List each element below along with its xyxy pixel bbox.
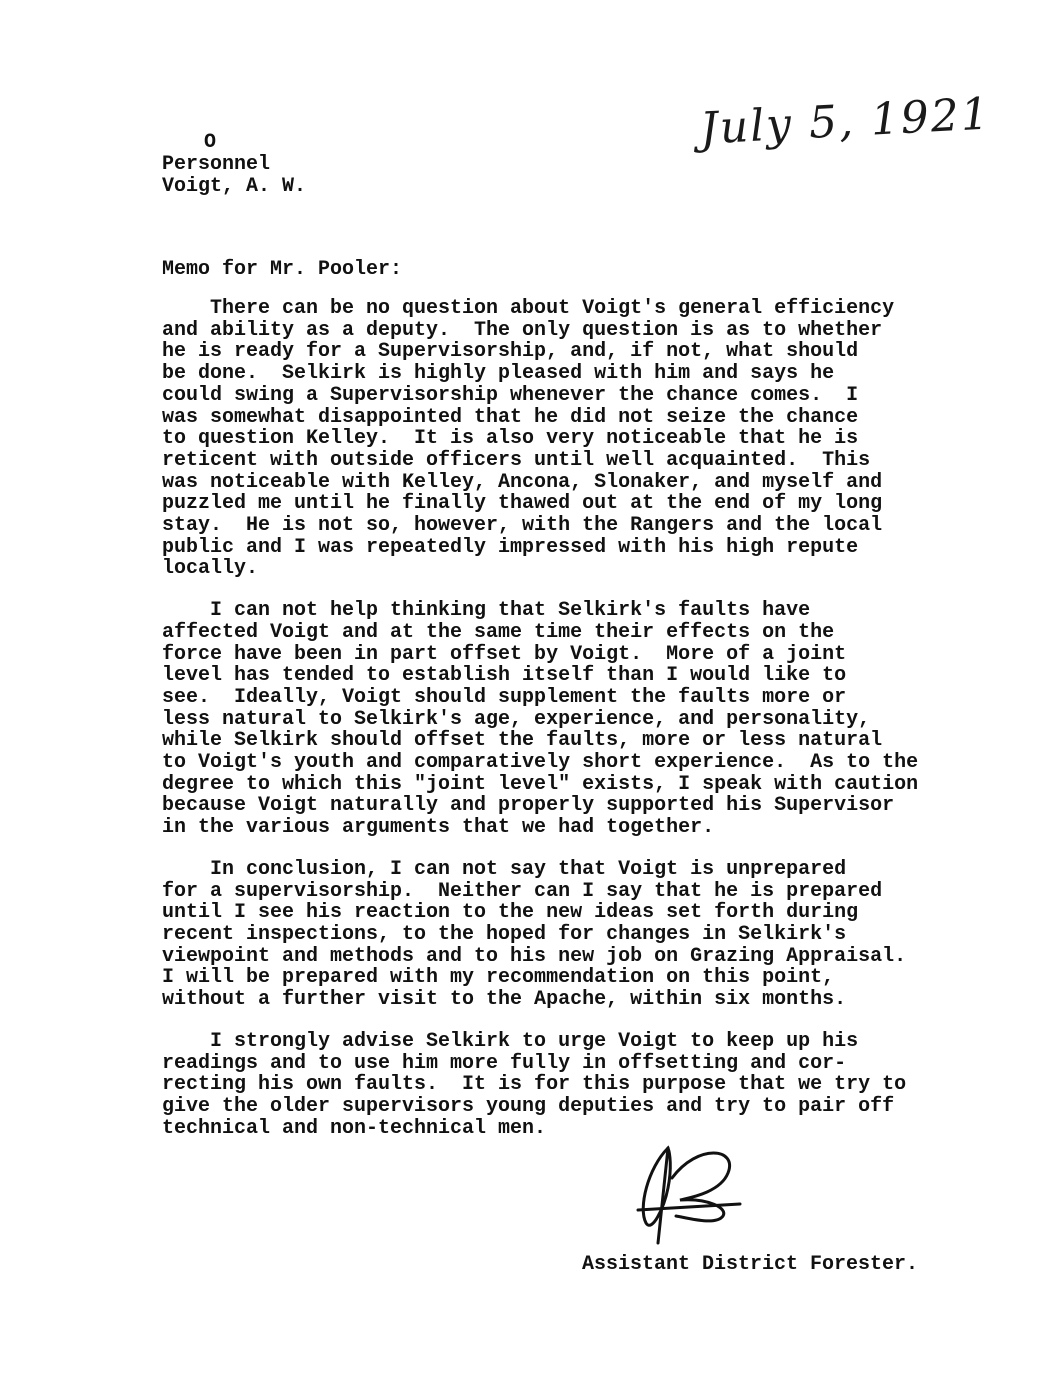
file-mark: O — [204, 131, 217, 154]
memo-salutation: Memo for Mr. Pooler: — [162, 258, 403, 281]
file-category: Personnel — [162, 153, 271, 176]
signature-title: Assistant District Forester. — [582, 1253, 919, 1276]
memo-paragraph-1: There can be no question about Voigt's general efficiency and ability as a deputy. The only question is as to whether he is ready for a Supervisorship, and, if not, what should be done. Selkirk is highly pleased with him and says he could swing a Supervisorship whenever the chance comes. I was somewhat disappointed that he did not seize the chance to question Kelley. It is also very noticeable that he is reticent with outside officers until well acquainted. This was noticeable with Kelley, Ancona, Slonaker, and myself and puzzled me until he finally thawed out at the end of my long stay. He is not so, however, with the Rangers and the local public and I was repeatedly impressed with his high repute locally. — [162, 297, 895, 581]
memo-paragraph-2: I can not help thinking that Selkirk's faults have affected Voigt and at the same time their effects on the force have been in part offset by Voigt. More of a joint level has tended to establish itself than I would like to see. Ideally, Voigt should supplement the faults more or less natural to Selkirk's age, experience, and personality, while Selkirk should offset the faults, more or less natural to Voigt's youth and comparatively short experience. As to the degree to which this "joint level" exists, I speak with caution because Voigt naturally and properly supported his Supervisor in the various arguments that we had together. — [162, 599, 919, 840]
memo-body — [162, 298, 992, 1159]
handwritten-signature — [628, 1138, 748, 1248]
file-subject: Voigt, A. W. — [162, 175, 307, 198]
handwritten-date: July 5, 1921 — [698, 88, 992, 155]
memo-paragraph-3: In conclusion, I can not say that Voigt is unprepared for a supervisorship. Neither can I say that he is prepared until I see his reaction to the new ideas set forth during recent inspections, to the hoped for changes in Selkirk's viewpoint and methods and to his new job on Grazing Appraisal. I will be prepared with my recommendation on this point, without a further visit to the Apache, within six months. — [162, 857, 907, 1012]
file-header — [162, 132, 306, 198]
memo-paragraph-4: I strongly advise Selkirk to urge Voigt to keep up his readings and to use him more fully in offsetting and cor- recting his own faults. It is for this purpose that we try to give the older supervisors young deputies and try to pair off technical and non-technical men. — [162, 1029, 907, 1140]
